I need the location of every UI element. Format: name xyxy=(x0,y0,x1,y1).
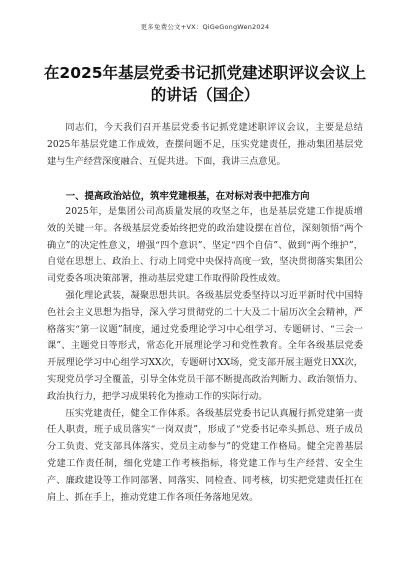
intro-section xyxy=(47,120,363,170)
intro-paragraph: 同志们，今天我们召开基层党委书记抓党建述职评议会议，主要是总结2025年基层党建工作成效，查摆问题不足，压实党建责任，推动集团基层党建与生产经营深度融合、互促共进。下面，我讲三点意见。 xyxy=(47,122,363,167)
document-title: 在2025年基层党委书记抓党建述职评议会议上的讲话（国企） xyxy=(43,64,367,104)
section-1-body xyxy=(47,204,363,506)
section-1-heading: 一、提高政治站位，筑牢党建根基，在对标对表中把准方向 xyxy=(65,191,310,202)
header-banner: 更多免费公文+VX：QiGeGongWen2024 xyxy=(140,23,270,31)
section-1-paragraph-3: 压实党建责任，健全工作体系。各级基层党委书记认真履行抓党建第一责任人职责，班子成员落实“一岗双责”，形成了“党委书记牵头抓总、班子成员分工负责、党支部具体落实、党员主动参与”的党建工作格局。健全完善基层党建工作责任制，细化党建工作考核指标，将党建工作与生产经营、安全生产、廉政建设等工作同部署、同落实、同检查、同考核，切实把党建责任扛在肩上、抓在手上，推动党建工作各项任务落地见效。 xyxy=(47,407,363,503)
section-1-paragraph-2: 强化理论武装，凝聚思想共识。各级基层党委坚持以习近平新时代中国特色社会主义思想为指导，深入学习贯彻党的二十大及二十届历次全会精神，严格落实“第一议题”制度，通过党委理论学习中心组学习、专题研讨、“三会一课”、主题党日等形式，常态化开展理论学习和党性教育。全年各级基层党委开展理论学习中心组学习XX次，专题研讨XX场，党支部开展主题党日XX次，实现党员学习全覆盖，引导全体党员干部不断提高政治判断力、政治领悟力、政治执行力，把学习成果转化为推动工作的实际行动。 xyxy=(47,289,363,402)
section-1-paragraph-1: 2025年，是集团公司高质量发展的攻坚之年，也是基层党建工作提质增效的关键一年。各级基层党委始终把党的政治建设摆在首位，深刻领悟“两个确立”的决定性意义，增强“四个意识”、坚定“四个自信”、做到“两个维护”，自觉在思想上、政治上、行动上同党中央保持高度一致，坚决贯彻落实集团公司党委各项决策部署，推动基层党建工作取得阶段性成效。 xyxy=(47,206,363,285)
